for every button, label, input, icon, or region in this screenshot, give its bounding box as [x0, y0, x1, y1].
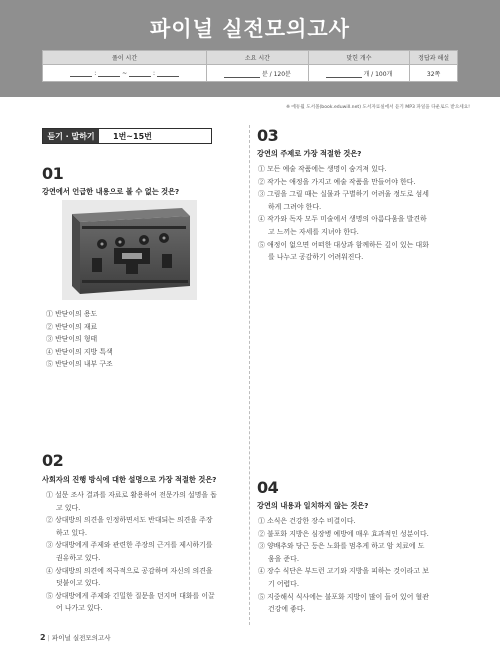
bandaji-chest-photo	[62, 200, 197, 300]
section-label: 듣기 · 말하기	[43, 129, 99, 143]
exam-info-table	[42, 50, 458, 82]
question-number-01: 01	[42, 164, 64, 183]
option-02-3-cont: 권유하고 있다.	[56, 553, 101, 562]
question-prompt-01: 강연에서 언급한 내용으로 볼 수 없는 것은?	[42, 187, 180, 196]
footer-label: 파이널 실전모의고사	[51, 634, 111, 642]
option-04-1[interactable]: ① 소식은 건강한 장수 비결이다.	[258, 517, 356, 525]
option-03-3[interactable]: ③ 그림을 그릴 때는 실물과 구별하기 어려울 정도로 섬세	[258, 190, 429, 199]
option-01-3[interactable]: ③ 반닫이의 형태	[46, 335, 98, 344]
option-02-5-cont: 어 나가고 있다.	[56, 604, 103, 613]
section-tag	[42, 128, 212, 144]
option-02-1-cont: 고 있다.	[56, 503, 81, 512]
option-04-4-cont: 기 어렵다.	[268, 579, 300, 588]
option-03-5-cont: 를 나누고 공감하기 어려워진다.	[268, 253, 364, 262]
page-title: 파이널 실전모의고사	[150, 17, 350, 41]
option-04-4[interactable]: ④ 장수 식단은 부드런 고기와 지방을 피하는 것이라고 보	[258, 567, 429, 576]
question-prompt-02: 사회자의 진행 방식에 대한 설명으로 가장 적절한 것은?	[42, 475, 217, 484]
options-03	[258, 163, 429, 264]
options-02	[46, 489, 217, 615]
question-prompt-03: 강연의 주제로 가장 적절한 것은?	[257, 149, 362, 158]
option-02-2-cont: 하고 있다.	[56, 528, 88, 537]
option-04-3-cont: 움을 준다.	[268, 554, 300, 563]
option-02-5[interactable]: ⑤ 상대방에게 주제와 긴밀한 질문을 던지며 대화를 이끌	[46, 591, 215, 600]
question-number-02: 02	[42, 451, 64, 470]
page-footer: 2 | 파이널 실전모의고사	[40, 633, 111, 642]
option-03-4-cont: 고 느끼는 자세를 지녀야 한다.	[268, 227, 359, 236]
option-03-2[interactable]: ② 작가는 애정을 가지고 예술 작품을 만들어야 한다.	[258, 177, 416, 186]
question-number-03: 03	[257, 126, 279, 145]
option-02-1[interactable]: ① 설문 조사 결과를 자료로 활용하여 전문가의 설명을 돕	[46, 491, 217, 499]
options-01	[46, 308, 113, 371]
option-03-4[interactable]: ④ 작가와 독자 모두 미술에서 생명의 아름다움을 발견하	[258, 215, 427, 224]
section-range: 1번~15번	[113, 131, 152, 141]
col-solve-time: 풀이 시간	[43, 51, 207, 65]
option-02-2[interactable]: ② 상대방의 의견을 인정하면서도 반대되는 의견을 주장	[46, 516, 213, 525]
option-02-4[interactable]: ④ 상대방의 의견에 적극적으로 공감하며 자신의 의견을	[46, 566, 213, 575]
option-02-3[interactable]: ③ 상대방에게 주제와 관련한 주장의 근거를 제시하기를	[46, 541, 213, 550]
option-04-3[interactable]: ③ 양배추와 당근 등은 노화를 멈추게 하고 암 치료에 도	[258, 542, 425, 551]
option-03-3-cont: 하게 그려야 한다.	[268, 202, 322, 211]
question-prompt-04: 강연의 내용과 일치하지 않는 것은?	[257, 501, 369, 510]
question-number-04: 04	[257, 478, 279, 497]
option-01-1[interactable]: ① 반닫이의 용도	[46, 310, 98, 318]
option-03-1[interactable]: ① 모든 예술 작품에는 생명이 숨겨져 있다.	[258, 165, 387, 173]
option-02-4-cont: 덧붙이고 있다.	[56, 579, 101, 588]
col-answer-key: 정답과 해설	[410, 51, 458, 65]
col-elapsed-time: 소요 시간	[207, 51, 309, 65]
option-03-5[interactable]: ⑤ 애정이 없으면 어떠한 대상과 함께하든 깊이 있는 대화	[258, 240, 429, 249]
option-01-5[interactable]: ⑤ 반닫이의 내부 구조	[46, 360, 113, 369]
column-divider	[249, 125, 250, 625]
elapsed-time-field[interactable]: 분 / 120분	[207, 65, 309, 82]
col-correct-count: 맞힌 개수	[308, 51, 410, 65]
option-04-2[interactable]: ② 불포화 지방은 심장병 예방에 매우 효과적인 성분이다.	[258, 529, 429, 538]
answer-page: 32쪽	[410, 65, 458, 82]
correct-count-field[interactable]: 개 / 100개	[308, 65, 410, 82]
options-04	[258, 515, 429, 616]
option-04-5[interactable]: ⑤ 지중해식 식사에는 불포화 지방이 많이 들어 있어 혈관	[258, 592, 429, 601]
solve-time-field[interactable]: : ~ :	[43, 65, 207, 82]
option-01-2[interactable]: ② 반닫이의 재료	[46, 322, 98, 331]
header-band	[0, 0, 500, 97]
option-01-4[interactable]: ④ 반닫이의 지방 특색	[46, 347, 113, 356]
page-number: 2	[40, 633, 46, 642]
mp3-notice: ※ 에듀윌 도서몰(book.eduwill.net) 도서자료실에서 듣기 MP3 파일을 다운로드 받으세요!	[286, 105, 470, 110]
option-04-5-cont: 건강에 좋다.	[268, 605, 306, 614]
